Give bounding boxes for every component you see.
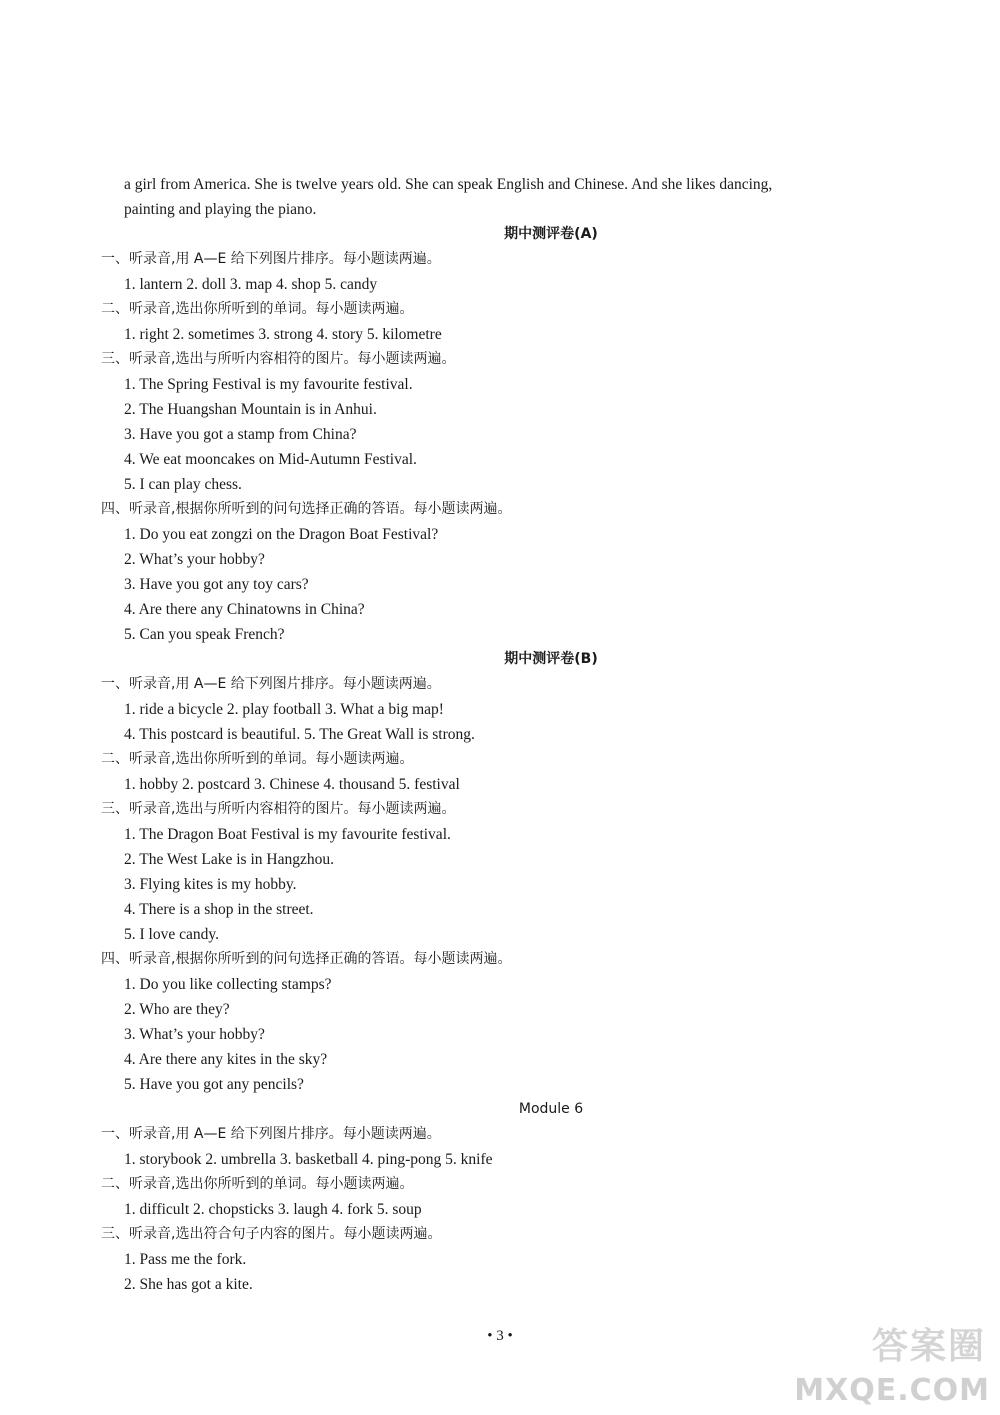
question-heading: 一、听录音,用 A—E 给下列图片排序。每小题读两遍。 bbox=[101, 676, 441, 692]
answer-content bbox=[101, 222, 921, 1297]
question-heading: 四、听录音,根据你所听到的问句选择正确的答语。每小题读两遍。 bbox=[101, 951, 512, 967]
question-heading: 四、听录音,根据你所听到的问句选择正确的答语。每小题读两遍。 bbox=[101, 501, 512, 517]
answer-line: 3. Have you got any toy cars? bbox=[124, 576, 309, 593]
answer-line: 5. I love candy. bbox=[124, 926, 219, 943]
answer-line: 2. She has got a kite. bbox=[124, 1276, 253, 1293]
answer-line: 1. The Spring Festival is my favourite festival. bbox=[124, 376, 413, 393]
answer-line: 4. We eat mooncakes on Mid-Autumn Festival. bbox=[124, 451, 417, 468]
watermark-logo: 答案圈 bbox=[871, 1326, 986, 1367]
question-heading: 三、听录音,选出与所听内容相符的图片。每小题读两遍。 bbox=[101, 801, 456, 817]
answer-line: 1. The Dragon Boat Festival is my favourite festival. bbox=[124, 826, 451, 843]
intro-line: a girl from America. She is twelve years old. She can speak English and Chinese. And she likes dancing, bbox=[124, 176, 773, 193]
answer-line: 5. Can you speak French? bbox=[124, 626, 285, 643]
answer-line: 2. The Huangshan Mountain is in Anhui. bbox=[124, 401, 377, 418]
question-heading: 一、听录音,用 A—E 给下列图片排序。每小题读两遍。 bbox=[101, 251, 441, 267]
answer-line: 2. What’s your hobby? bbox=[124, 551, 265, 568]
question-heading: 二、听录音,选出你所听到的单词。每小题读两遍。 bbox=[101, 1176, 414, 1192]
intro-paragraph bbox=[124, 172, 904, 222]
answer-line: 4. Are there any kites in the sky? bbox=[124, 1051, 328, 1068]
answer-line: 4. There is a shop in the street. bbox=[124, 901, 314, 918]
watermark bbox=[790, 1318, 990, 1408]
answer-line: 1. ride a bicycle 2. play football 3. What a big map! bbox=[124, 701, 444, 718]
answer-line: 1. lantern 2. doll 3. map 4. shop 5. candy bbox=[124, 276, 378, 293]
answer-line: 2. Who are they? bbox=[124, 1001, 230, 1018]
answer-line: 5. Have you got any pencils? bbox=[124, 1076, 304, 1093]
section-title: 期中测评卷(A) bbox=[504, 226, 598, 242]
answer-line: 5. I can play chess. bbox=[124, 476, 242, 493]
page-number: • 3 • bbox=[487, 1328, 513, 1344]
answer-line: 3. What’s your hobby? bbox=[124, 1026, 265, 1043]
question-heading: 三、听录音,选出与所听内容相符的图片。每小题读两遍。 bbox=[101, 351, 456, 367]
answer-line: 1. right 2. sometimes 3. strong 4. story 5. kilometre bbox=[124, 326, 442, 343]
answer-line: 1. Pass me the fork. bbox=[124, 1251, 247, 1268]
answer-line: 3. Have you got a stamp from China? bbox=[124, 426, 357, 443]
answer-line: 2. The West Lake is in Hangzhou. bbox=[124, 851, 334, 868]
answer-line: 1. Do you eat zongzi on the Dragon Boat Festival? bbox=[124, 526, 439, 543]
question-heading: 一、听录音,用 A—E 给下列图片排序。每小题读两遍。 bbox=[101, 1126, 441, 1142]
section-title: 期中测评卷(B) bbox=[504, 651, 598, 667]
answer-line: 1. Do you like collecting stamps? bbox=[124, 976, 332, 993]
answer-line: 1. difficult 2. chopsticks 3. laugh 4. fork 5. soup bbox=[124, 1201, 422, 1218]
answer-line: 1. storybook 2. umbrella 3. basketball 4. ping-pong 5. knife bbox=[124, 1151, 493, 1168]
question-heading: 二、听录音,选出你所听到的单词。每小题读两遍。 bbox=[101, 751, 414, 767]
answer-line: 4. This postcard is beautiful. 5. The Great Wall is strong. bbox=[124, 726, 475, 743]
answer-line: 4. Are there any Chinatowns in China? bbox=[124, 601, 365, 618]
question-heading: 三、听录音,选出符合句子内容的图片。每小题读两遍。 bbox=[101, 1226, 442, 1242]
watermark-text: MXQE.COM bbox=[794, 1373, 990, 1408]
intro-line: painting and playing the piano. bbox=[124, 201, 317, 218]
answer-line: 3. Flying kites is my hobby. bbox=[124, 876, 297, 893]
question-heading: 二、听录音,选出你所听到的单词。每小题读两遍。 bbox=[101, 301, 414, 317]
answer-line: 1. hobby 2. postcard 3. Chinese 4. thousand 5. festival bbox=[124, 776, 460, 793]
section-title: Module 6 bbox=[518, 1101, 584, 1117]
